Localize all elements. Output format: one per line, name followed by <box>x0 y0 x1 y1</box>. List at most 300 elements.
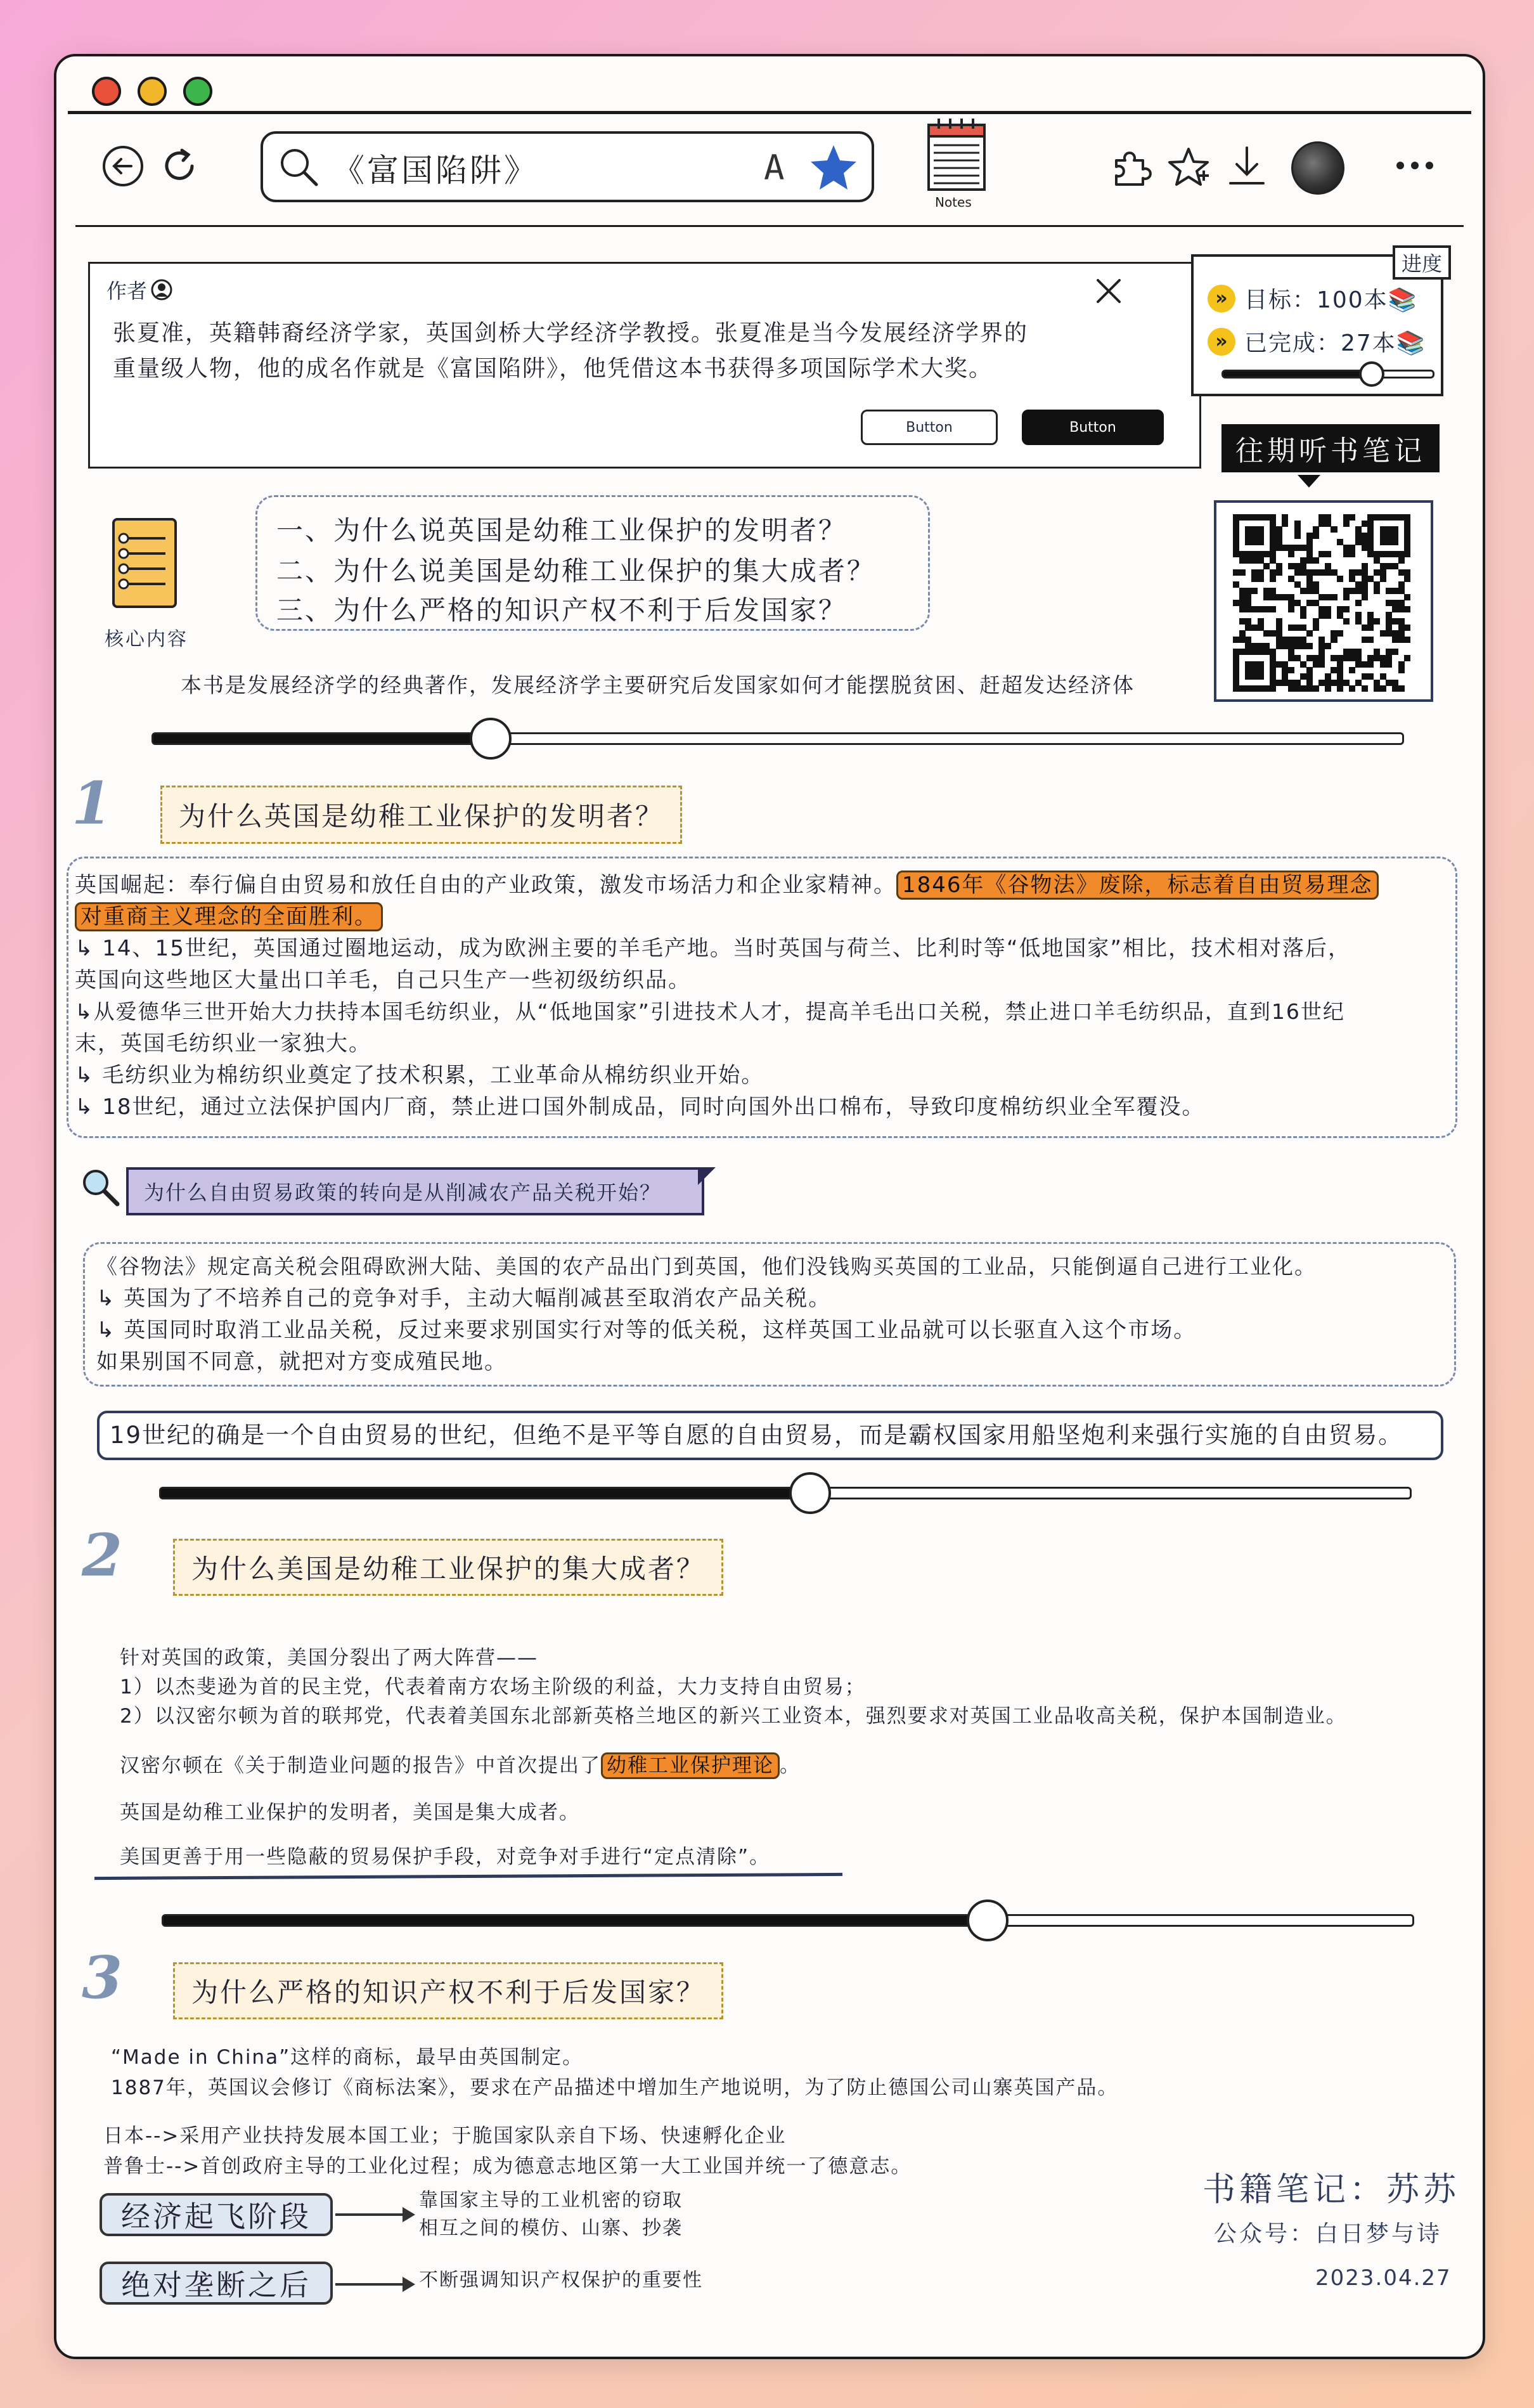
qr-module <box>1251 539 1258 545</box>
qr-module <box>1300 625 1306 631</box>
qr-module <box>1263 606 1270 612</box>
qr-module <box>1294 625 1301 631</box>
stage-absolute-monopoly: 绝对垄断之后 <box>100 2262 333 2305</box>
qr-module <box>1392 539 1398 545</box>
qr-module <box>1386 625 1392 631</box>
qr-module <box>1233 521 1239 527</box>
qr-module <box>1313 655 1319 661</box>
qr-module <box>1258 551 1264 557</box>
qr-module <box>1263 588 1270 594</box>
qr-module <box>1282 673 1288 680</box>
qr-module <box>1258 514 1264 521</box>
qr-module <box>1331 655 1337 661</box>
qr-module <box>1251 588 1258 594</box>
qr-module <box>1276 643 1282 649</box>
qr-module <box>1374 581 1380 588</box>
qr-module <box>1313 533 1319 539</box>
qr-module <box>1374 685 1380 692</box>
qr-code[interactable] <box>1233 514 1410 687</box>
qr-module <box>1258 618 1264 625</box>
qr-module <box>1306 685 1313 692</box>
slider-1[interactable] <box>151 732 1404 745</box>
favorites-icon[interactable] <box>1167 145 1211 190</box>
core-question-1: 一、为什么说英国是幼稚工业保护的发明者？ <box>276 515 848 546</box>
qr-module <box>1318 569 1325 576</box>
qr-module <box>1263 630 1270 637</box>
qr-module <box>1318 661 1325 668</box>
s2-p4-post: 。 <box>780 1754 801 1777</box>
favorite-star-icon[interactable] <box>808 143 859 191</box>
qr-module <box>1270 680 1276 686</box>
qr-module <box>1318 680 1325 686</box>
section-1-body <box>67 857 1457 1138</box>
qr-module <box>1380 630 1386 637</box>
s2-p5: 英国是幼稚工业保护的发明者，美国是集大成者。 <box>120 1801 580 1824</box>
minimize-window-button[interactable] <box>138 77 167 106</box>
qr-module <box>1355 680 1362 686</box>
qr-module <box>1355 612 1362 618</box>
qr-module <box>1288 643 1294 649</box>
qr-module <box>1258 576 1264 582</box>
qr-module <box>1392 551 1398 557</box>
qr-module <box>1233 649 1239 655</box>
s2-p1: 针对英国的政策，美国分裂出了两大阵营—— <box>120 1647 538 1669</box>
more-icon[interactable] <box>1394 158 1436 173</box>
qr-module <box>1318 514 1325 521</box>
qr-module <box>1349 655 1355 661</box>
qr-module <box>1355 588 1362 594</box>
progress-card <box>1191 254 1443 396</box>
qr-module <box>1233 667 1239 673</box>
qr-module <box>1245 588 1251 594</box>
qr-module <box>1245 606 1251 612</box>
slider-3[interactable] <box>162 1914 1414 1927</box>
qr-module <box>1245 649 1251 655</box>
qr-module <box>1239 557 1246 564</box>
qr-module <box>1258 625 1264 631</box>
qr-module <box>1362 581 1368 588</box>
qr-module <box>1288 600 1294 606</box>
qr-module <box>1306 643 1313 649</box>
qr-module <box>1404 526 1410 533</box>
qr-module <box>1245 637 1251 643</box>
qr-module <box>1318 649 1325 655</box>
qr-module <box>1233 539 1239 545</box>
qr-module <box>1276 569 1282 576</box>
qr-module <box>1276 625 1282 631</box>
qr-module <box>1306 569 1313 576</box>
qr-module <box>1233 533 1239 539</box>
qr-module <box>1404 606 1410 612</box>
qr-module <box>1362 588 1368 594</box>
qr-module <box>1398 514 1405 521</box>
section-1-title <box>160 786 682 844</box>
qr-module <box>1386 600 1392 606</box>
qr-module <box>1380 685 1386 692</box>
qr-module <box>1398 685 1405 692</box>
stage-2-arrow <box>335 2283 413 2286</box>
qr-module <box>1233 637 1239 643</box>
qr-module <box>1367 551 1374 557</box>
qr-module <box>1374 557 1380 564</box>
back-icon[interactable] <box>101 144 145 188</box>
qr-module <box>1294 581 1301 588</box>
qr-module <box>1276 563 1282 569</box>
qr-module <box>1331 667 1337 673</box>
qr-module <box>1233 600 1239 606</box>
qr-module <box>1392 533 1398 539</box>
qr-module <box>1404 551 1410 557</box>
goal-text: 目标：100本📚 <box>1244 287 1418 313</box>
qr-module <box>1313 625 1319 631</box>
qr-module <box>1276 630 1282 637</box>
qr-module <box>1355 569 1362 576</box>
qr-module <box>1282 637 1288 643</box>
qr-module <box>1294 545 1301 551</box>
download-icon[interactable] <box>1227 144 1267 188</box>
qr-module <box>1306 600 1313 606</box>
section-1-conclusion <box>97 1411 1443 1460</box>
qr-module <box>1239 600 1246 606</box>
reload-icon[interactable] <box>159 145 201 187</box>
qr-module <box>1239 630 1246 637</box>
qr-module <box>1367 514 1374 521</box>
section-2-title-text: 为什么美国是幼稚工业保护的集大成者？ <box>191 1553 706 1584</box>
qr-module <box>1362 563 1368 569</box>
s3-p4: 普鲁士-->首创政府主导的工业化过程；成为德意志地区第一大工业国并统一了德意志。 <box>103 2155 912 2178</box>
core-question-2: 二、为什么说美国是幼稚工业保护的集大成者？ <box>276 555 876 586</box>
qr-module <box>1270 630 1276 637</box>
qr-module <box>1258 673 1264 680</box>
qr-module <box>1404 569 1410 576</box>
qr-module <box>1349 576 1355 582</box>
sq-p4: 如果别国不同意，就把对方变成殖民地。 <box>96 1349 507 1375</box>
qr-module <box>1343 649 1350 655</box>
qr-module <box>1374 551 1380 557</box>
qr-module <box>1245 551 1251 557</box>
qr-module <box>1263 643 1270 649</box>
qr-module <box>1318 637 1325 643</box>
qr-module <box>1276 594 1282 600</box>
slider-3-knob[interactable] <box>967 1900 1009 1941</box>
signature-account: 公众号：白日梦与诗 <box>1214 2221 1443 2247</box>
close-icon[interactable] <box>1093 275 1125 307</box>
qr-module <box>1313 526 1319 533</box>
qr-module <box>1251 533 1258 539</box>
qr-module <box>1404 521 1410 527</box>
qr-module <box>1288 655 1294 661</box>
qr-module <box>1270 551 1276 557</box>
qr-module <box>1258 526 1264 533</box>
qr-module <box>1386 526 1392 533</box>
qr-module <box>1355 649 1362 655</box>
qr-module <box>1374 618 1380 625</box>
qr-module <box>1251 625 1258 631</box>
qr-module <box>1313 569 1319 576</box>
section-3-number: 3 <box>82 1943 123 2012</box>
section-2-number: 2 <box>82 1521 123 1589</box>
qr-module <box>1276 618 1282 625</box>
qr-module <box>1313 661 1319 668</box>
qr-module <box>1337 539 1343 545</box>
done-row <box>1208 325 1426 358</box>
qr-module <box>1300 637 1306 643</box>
s1-p2: ↳从爱德华三世开始大力扶持本国毛纺织业，从“低地国家”引进技术人才，提高羊毛出口关税，禁止进口羊毛纺织品，直到16世纪 <box>75 999 1345 1024</box>
signature-author: 书籍笔记：苏苏 <box>1202 2171 1460 2209</box>
qr-module <box>1251 514 1258 521</box>
qr-module <box>1258 667 1264 673</box>
qr-module <box>1337 685 1343 692</box>
qr-module <box>1325 551 1331 557</box>
qr-module <box>1331 637 1337 643</box>
qr-module <box>1282 643 1288 649</box>
qr-module <box>1392 649 1398 655</box>
qr-module <box>1245 594 1251 600</box>
qr-module <box>1374 680 1380 686</box>
qr-module <box>1294 655 1301 661</box>
s1-p1: ↳ 14、15世纪，英国通过圈地运动，成为欧洲主要的羊毛产地。当时英国与荷兰、比利时等“低地国家”相比，技术相对落后， <box>75 936 1351 961</box>
qr-module <box>1398 581 1405 588</box>
qr-module <box>1404 655 1410 661</box>
qr-module <box>1294 643 1301 649</box>
qr-module <box>1245 667 1251 673</box>
core-content-icon <box>110 515 179 611</box>
qr-module <box>1245 539 1251 545</box>
qr-module <box>1318 606 1325 612</box>
qr-module <box>1233 655 1239 661</box>
qr-module <box>1233 673 1239 680</box>
sub-question-body <box>83 1242 1456 1387</box>
qr-module <box>1294 680 1301 686</box>
qr-module <box>1288 637 1294 643</box>
qr-module <box>1337 612 1343 618</box>
section-2-title <box>173 1539 723 1596</box>
qr-module <box>1251 643 1258 649</box>
qr-module <box>1239 594 1246 600</box>
qr-module <box>1300 612 1306 618</box>
slider-1-knob[interactable] <box>470 718 512 760</box>
qr-module <box>1258 606 1264 612</box>
qr-module <box>1300 643 1306 649</box>
qr-module <box>1282 680 1288 686</box>
qr-module <box>1288 680 1294 686</box>
qr-module <box>1270 606 1276 612</box>
qr-module <box>1349 551 1355 557</box>
slider-2[interactable] <box>159 1487 1412 1499</box>
qr-module <box>1251 551 1258 557</box>
qr-module <box>1239 618 1246 625</box>
qr-module <box>1386 630 1392 637</box>
reading-progress-knob[interactable] <box>1359 361 1384 387</box>
qr-module <box>1343 655 1350 661</box>
qr-frame <box>1214 500 1433 702</box>
s1-highlight-a: 1846年《谷物法》废除，标志着自由贸易理念 <box>896 871 1379 900</box>
qr-module <box>1318 612 1325 618</box>
qr-module <box>1325 514 1331 521</box>
qr-module <box>1404 637 1410 643</box>
qr-module <box>1288 551 1294 557</box>
qr-module <box>1276 661 1282 668</box>
goal-bullet-icon: » <box>1208 285 1235 313</box>
qr-module <box>1282 521 1288 527</box>
toolbar-divider <box>75 225 1464 227</box>
s1-p1b: 英国向这些地区大量出口羊毛，自己只生产一些初级纺织品。 <box>75 968 691 993</box>
notes-button[interactable] <box>925 117 988 212</box>
qr-module <box>1251 569 1258 576</box>
qr-module <box>1343 618 1350 625</box>
s3-p2: 1887年，英国议会修订《商标法案》，要求在产品描述中增加生产地说明，为了防止德国公司山寨英国产品。 <box>111 2076 1119 2099</box>
qr-module <box>1245 600 1251 606</box>
qr-module <box>1270 545 1276 551</box>
qr-module <box>1245 514 1251 521</box>
sub-question-fold <box>698 1167 716 1185</box>
qr-module <box>1270 514 1276 521</box>
qr-module <box>1362 685 1368 692</box>
qr-module <box>1325 673 1331 680</box>
qr-module <box>1294 685 1301 692</box>
s1-p2b: 末，英国毛纺织业一家独大。 <box>75 1031 371 1056</box>
goal-row <box>1208 282 1418 314</box>
qr-module <box>1313 588 1319 594</box>
s3-p1: “Made in China”这样的商标，最早由英国制定。 <box>111 2046 584 2069</box>
qr-module <box>1325 612 1331 618</box>
qr-module <box>1392 637 1398 643</box>
author-label-text: 作者 <box>106 279 148 303</box>
s2-p4 <box>120 1749 801 1782</box>
qr-module <box>1367 533 1374 539</box>
signature-date: 2023.04.27 <box>1315 2265 1452 2291</box>
qr-module <box>1233 685 1239 692</box>
progress-tag: 进度 <box>1393 245 1451 280</box>
qr-module <box>1386 618 1392 625</box>
qr-module <box>1239 514 1246 521</box>
stage-1-note-b: 相互之间的模仿、山寨、抄袭 <box>419 2217 683 2239</box>
address-bar[interactable] <box>261 131 874 202</box>
qr-module <box>1306 655 1313 661</box>
reading-progress-fill <box>1223 372 1372 377</box>
qr-module <box>1239 649 1246 655</box>
qr-module <box>1276 539 1282 545</box>
extensions-icon[interactable] <box>1109 145 1153 190</box>
user-icon <box>151 279 172 301</box>
qr-module <box>1331 526 1337 533</box>
qr-module <box>1258 661 1264 668</box>
qr-module <box>1343 545 1350 551</box>
filled-button[interactable]: Button <box>1022 410 1164 445</box>
qr-module <box>1404 576 1410 582</box>
qr-module <box>1392 526 1398 533</box>
qr-module <box>1404 514 1410 521</box>
qr-module <box>1362 545 1368 551</box>
qr-module <box>1392 600 1398 606</box>
author-bio-line1: 张夏准，英籍韩裔经济学家，英国剑桥大学经济学教授。张夏准是当今发展经济学界的 <box>113 320 1029 346</box>
qr-module <box>1337 655 1343 661</box>
qr-module <box>1380 563 1386 569</box>
qr-module <box>1270 649 1276 655</box>
qr-module <box>1313 685 1319 692</box>
slider-2-knob[interactable] <box>789 1472 831 1514</box>
qr-module <box>1343 551 1350 557</box>
read-aloud-icon[interactable]: A <box>764 148 785 188</box>
stage-1-arrow <box>335 2213 413 2216</box>
qr-module <box>1300 685 1306 692</box>
qr-module <box>1294 521 1301 527</box>
qr-module <box>1386 680 1392 686</box>
outline-button[interactable]: Button <box>861 410 998 445</box>
qr-module <box>1392 630 1398 637</box>
qr-module <box>1270 526 1276 533</box>
qr-module <box>1251 649 1258 655</box>
qr-module <box>1355 533 1362 539</box>
qr-module <box>1239 606 1246 612</box>
qr-module <box>1306 533 1313 539</box>
qr-module <box>1282 545 1288 551</box>
qr-module <box>1349 588 1355 594</box>
qr-module <box>1362 521 1368 527</box>
qr-module <box>1258 649 1264 655</box>
qr-module <box>1355 655 1362 661</box>
qr-module <box>1355 661 1362 668</box>
qr-module <box>1386 514 1392 521</box>
qr-module <box>1313 618 1319 625</box>
qr-module <box>1380 576 1386 582</box>
qr-module <box>1258 685 1264 692</box>
qr-module <box>1386 551 1392 557</box>
slider-3-fill <box>164 1916 988 1925</box>
qr-module <box>1288 545 1294 551</box>
avatar[interactable] <box>1291 141 1344 195</box>
qr-module <box>1367 655 1374 661</box>
stage-economic-takeoff: 经济起飞阶段 <box>100 2193 333 2236</box>
qr-module <box>1398 569 1405 576</box>
qr-module <box>1349 569 1355 576</box>
qr-module <box>1300 661 1306 668</box>
qr-module <box>1367 612 1374 618</box>
core-questions-box <box>255 495 930 631</box>
qr-module <box>1306 557 1313 564</box>
qr-module <box>1380 533 1386 539</box>
qr-module <box>1300 545 1306 551</box>
qr-module <box>1306 545 1313 551</box>
qr-module <box>1331 569 1337 576</box>
qr-module <box>1245 533 1251 539</box>
author-label <box>106 275 172 304</box>
qr-module <box>1398 588 1405 594</box>
qr-module <box>1288 606 1294 612</box>
qr-module <box>1392 588 1398 594</box>
qr-module <box>1325 680 1331 686</box>
magnifier-icon <box>79 1166 121 1208</box>
qr-module <box>1374 655 1380 661</box>
core-content-label: 核心内容 <box>105 628 188 651</box>
qr-module <box>1258 557 1264 564</box>
qr-module <box>1367 625 1374 631</box>
qr-module <box>1263 514 1270 521</box>
s1-lead: 英国崛起：奉行偏自由贸易和放任自由的产业政策，激发市场活力和企业家精神。 <box>75 872 896 898</box>
qr-module <box>1294 569 1301 576</box>
qr-module <box>1239 551 1246 557</box>
qr-module <box>1398 557 1405 564</box>
qr-module <box>1318 521 1325 527</box>
qr-module <box>1367 661 1374 668</box>
maximize-window-button[interactable] <box>183 77 212 106</box>
close-window-button[interactable] <box>92 77 121 106</box>
qr-module <box>1337 667 1343 673</box>
qr-module <box>1367 618 1374 625</box>
qr-module <box>1392 618 1398 625</box>
qr-module <box>1367 521 1374 527</box>
qr-module <box>1282 594 1288 600</box>
